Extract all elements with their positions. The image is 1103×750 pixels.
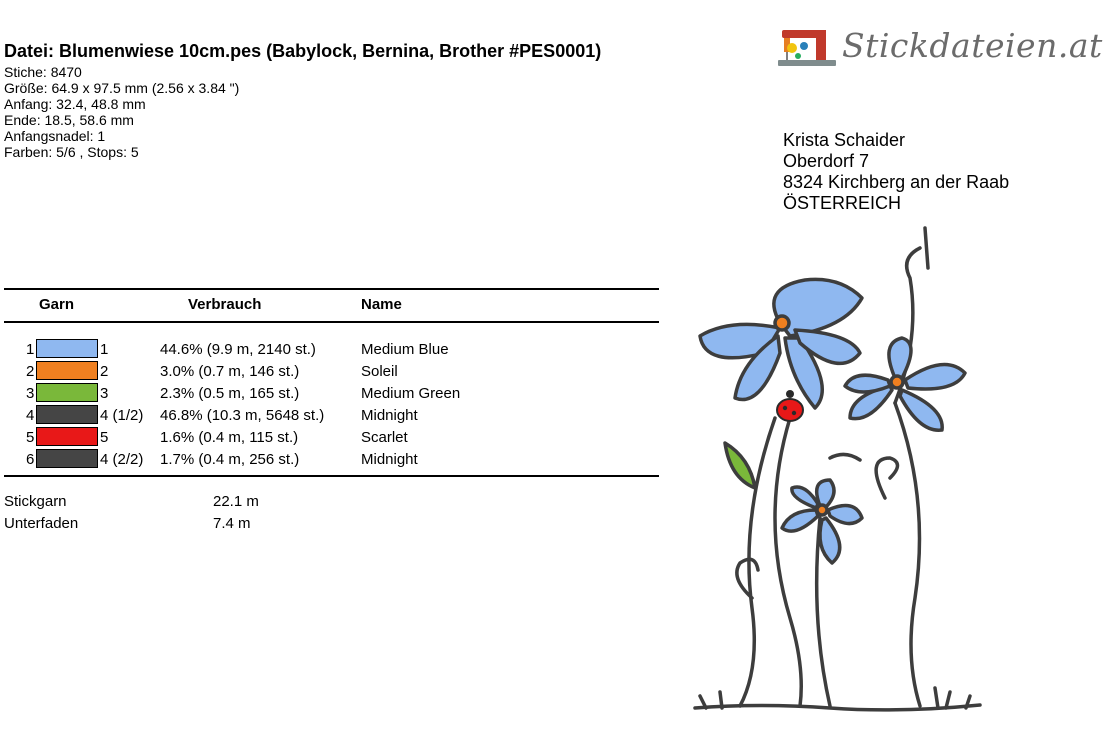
table-header-rule	[4, 321, 659, 323]
row-garn: 2	[100, 363, 109, 380]
meta-start-needle: Anfangsnadel: 1	[4, 128, 106, 144]
stickgarn-label: Stickgarn	[4, 493, 67, 510]
color-swatch	[36, 383, 98, 402]
unterfaden-label: Unterfaden	[4, 515, 79, 532]
row-name: Midnight	[361, 407, 418, 424]
row-name: Medium Green	[361, 385, 461, 402]
color-swatch	[36, 427, 98, 446]
table-bottom-rule	[4, 475, 659, 477]
row-index: 6	[26, 451, 35, 468]
row-name: Scarlet	[361, 429, 408, 446]
stickgarn-value: 22.1 m	[213, 493, 259, 510]
row-garn: 4 (2/2)	[100, 451, 144, 468]
row-usage: 44.6% (9.9 m, 2140 st.)	[160, 341, 316, 358]
brand-logo	[776, 22, 1103, 74]
col-head-verbrauch: Verbrauch	[188, 296, 262, 313]
address-country: ÖSTERREICH	[783, 193, 902, 213]
row-index: 2	[26, 363, 35, 380]
meta-size: Größe: 64.9 x 97.5 mm (2.56 x 3.84 ")	[4, 80, 240, 96]
table-row	[0, 448, 660, 470]
row-garn: 3	[100, 385, 109, 402]
table-top-rule	[4, 288, 659, 290]
table-row	[0, 338, 660, 360]
color-swatch	[36, 405, 98, 424]
color-swatch	[36, 449, 98, 468]
meta-stitches: Stiche: 8470	[4, 64, 82, 80]
file-title: Datei: Blumenwiese 10cm.pes (Babylock, Bernina, Brother #PES0001)	[4, 41, 602, 61]
row-usage: 2.3% (0.5 m, 165 st.)	[160, 385, 300, 402]
meta-colors-stops: Farben: 5/6 , Stops: 5	[4, 144, 139, 160]
col-head-name: Name	[361, 296, 402, 313]
row-usage: 46.8% (10.3 m, 5648 st.)	[160, 407, 325, 424]
meta-start: Anfang: 32.4, 48.8 mm	[4, 96, 146, 112]
design-meta	[4, 64, 239, 160]
table-row	[0, 404, 660, 426]
address-name: Krista Schaider	[783, 130, 906, 150]
logo-text: Stickdateien.at	[842, 26, 1103, 65]
row-name: Soleil	[361, 363, 398, 380]
row-name: Midnight	[361, 451, 418, 468]
flower-illustration	[695, 228, 980, 710]
table-row	[0, 360, 660, 382]
sewing-machine-icon	[776, 24, 840, 72]
row-garn: 1	[100, 341, 109, 358]
address-street: Oberdorf 7	[783, 151, 870, 171]
unterfaden-value: 7.4 m	[213, 515, 251, 532]
col-head-garn: Garn	[39, 296, 75, 313]
table-row	[0, 382, 660, 404]
meta-end: Ende: 18.5, 58.6 mm	[4, 112, 134, 128]
row-name: Medium Blue	[361, 341, 449, 358]
address-block	[783, 130, 1009, 214]
embroidery-preview	[680, 218, 1040, 718]
row-index: 3	[26, 385, 35, 402]
row-usage: 1.7% (0.4 m, 256 st.)	[160, 451, 300, 468]
address-city: 8324 Kirchberg an der Raab	[783, 172, 1010, 192]
color-swatch	[36, 339, 98, 358]
row-index: 4	[26, 407, 35, 424]
row-index: 1	[26, 341, 35, 358]
row-usage: 1.6% (0.4 m, 115 st.)	[160, 429, 299, 446]
color-swatch	[36, 361, 98, 380]
table-row	[0, 426, 660, 448]
row-garn: 5	[100, 429, 109, 446]
row-usage: 3.0% (0.7 m, 146 st.)	[160, 363, 300, 380]
row-garn: 4 (1/2)	[100, 407, 144, 424]
row-index: 5	[26, 429, 35, 446]
